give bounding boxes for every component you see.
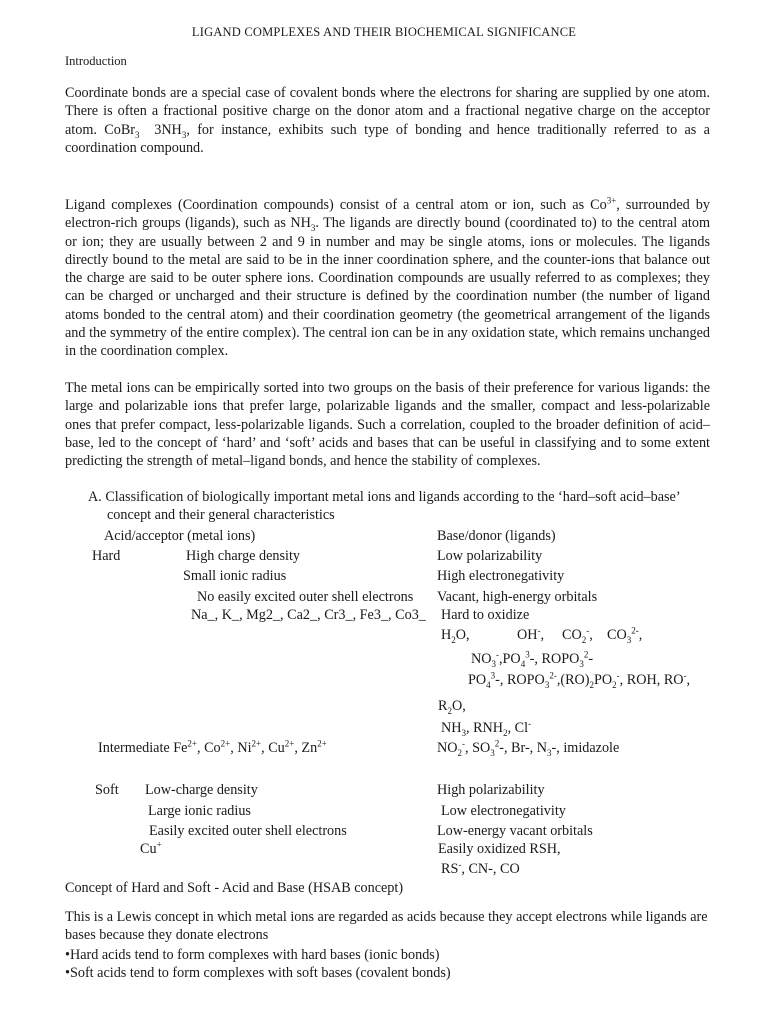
hard-base-item: Hard to oxidize <box>441 607 530 623</box>
soft-acid-item: Easily excited outer shell electrons <box>149 823 347 839</box>
classification-heading-line1: A. Classification of biologically important metal ions and ligands according to the ‘hard–soft acid–base’ <box>88 489 681 505</box>
paragraph-metal-ions: The metal ions can be empirically sorted into two groups on the basis of their preference for various ligands: the large and polarizable ions that prefer large, polarizable ligands and the smaller, compact and less-polarizable ones that prefer compact, less-polarizable ligands. Such a correlation, coupled to the broader definition of acid– base, led to the concept of ‘hard’ and ‘soft’ acids and bases that can be useful in classifying and to some extent predicting the strength of metal–ligand bonds, and hence the stability of complexes. <box>65 380 710 470</box>
soft-base-item: Low-energy vacant orbitals <box>437 823 593 839</box>
ligand-line-no3: $NO_3^-,PO_4^3-$, $ROPO_3^2-$ <box>471 649 594 669</box>
hard-ions: Na_, K_, Mg2_, Ca2_, Cr3_, Fe3_, Co3_ <box>191 607 426 623</box>
hsab-heading: Concept of Hard and Soft - Acid and Base (HSAB concept) <box>65 880 404 896</box>
soft-acid-item: Large ionic radius <box>148 803 251 819</box>
soft-acid-item: Low-charge density <box>145 782 258 798</box>
soft-base-item: Low electronegativity <box>441 803 566 819</box>
intro-heading: Introduction <box>65 54 127 68</box>
soft-base-rs: RS-, CN-, CO <box>441 859 520 877</box>
ligand-line-po4: $PO_4^3-$, $ROPO_3^{2-},(RO)_2PO_2^-$, ROH, RO-, <box>468 670 691 690</box>
soft-base-item: Easily oxidized RSH, <box>438 841 561 857</box>
intermediate-bases: $NO_2^-$, $SO_3^2-$, Br-, $N_3-$, imidazole <box>437 738 620 758</box>
paragraph-coordinate-bonds: Coordinate bonds are a special case of covalent bonds where the electrons for sharing are supplied by one atom. There is often a fractional positive charge on the donor atom and a fractional negative charge on the acceptor atom. CoBr$_3$ $3NH_3$, for instance, exhibits such type of bonding and hence traditionally referred to as a coordination compound. <box>65 85 710 156</box>
ligand-h2o: $H_2O$, <box>441 627 470 645</box>
hard-base-item: Vacant, high-energy orbitals <box>437 589 598 605</box>
hard-base-item: High electronegativity <box>437 568 565 584</box>
hard-acid-item: No easily excited outer shell electrons <box>197 589 414 605</box>
ligand-oh: OH-, <box>517 625 545 643</box>
hard-acid-item: High charge density <box>186 548 300 564</box>
ligand-r2o: $R_2O$, <box>438 698 466 716</box>
base-header: Base/donor (ligands) <box>437 528 556 544</box>
hard-label: Hard <box>92 548 121 564</box>
intermediate-acids: Intermediate $Fe^{2+}$, $Co^{2+}$, $Ni^{2+}$, $Cu^{2+}$, $Zn^{2+}$ <box>98 738 327 756</box>
document-title: LIGAND COMPLEXES AND THEIR BIOCHEMICAL SIGNIFICANCE <box>191 25 577 39</box>
soft-base-item: High polarizability <box>437 782 545 798</box>
hard-base-item: Low polarizability <box>437 548 543 564</box>
ligand-nh3: $NH_3$, $RNH_2$, Cl- <box>441 718 532 738</box>
soft-ion-cu: Cu+ <box>140 839 162 857</box>
hard-acid-item: Small ionic radius <box>183 568 287 584</box>
soft-label: Soft <box>95 782 119 798</box>
ligand-co2: $CO_2^-$, <box>562 625 593 645</box>
ligand-co3: $CO_3^{2-}$, <box>607 625 643 645</box>
bullet-hard-acids: •Hard acids tend to form complexes with hard bases (ionic bonds) <box>65 947 440 963</box>
acid-header: Acid/acceptor (metal ions) <box>104 528 256 544</box>
paragraph-lewis-concept: This is a Lewis concept in which metal ions are regarded as acids because they accept electrons while ligands are bases because they donate electrons <box>65 909 708 944</box>
classification-heading-line2: concept and their general characteristics <box>107 507 335 523</box>
paragraph-ligand-complexes: Ligand complexes (Coordination compounds) consist of a central atom or ion, such as $Co^{3+}$, surrounded by electron-rich groups (ligands), such as $NH_3$. The ligands are directly bound (coordinated to) to the central atom or ion; they are usually between 2 and 9 in number and may be single atoms, ions or molecules. The ligands directly bound to the metal are said to be in the inner coordination sphere, and the counter-ions that balance out the charge are said to be outer sphere ions. Coordination compounds are usually referred to as complexes; they can be charged or uncharged and their structure is defined by the coordination number (the number of ligand atoms bonded to the central atom) and their coordination geometry (the geometrical arrangement of the ligands and the symmetry of the entire complex). The central ion can be in any oxidation state, which remains unchanged in the coordination complex. <box>65 195 711 360</box>
bullet-soft-acids: •Soft acids tend to form complexes with soft bases (covalent bonds) <box>65 965 451 981</box>
